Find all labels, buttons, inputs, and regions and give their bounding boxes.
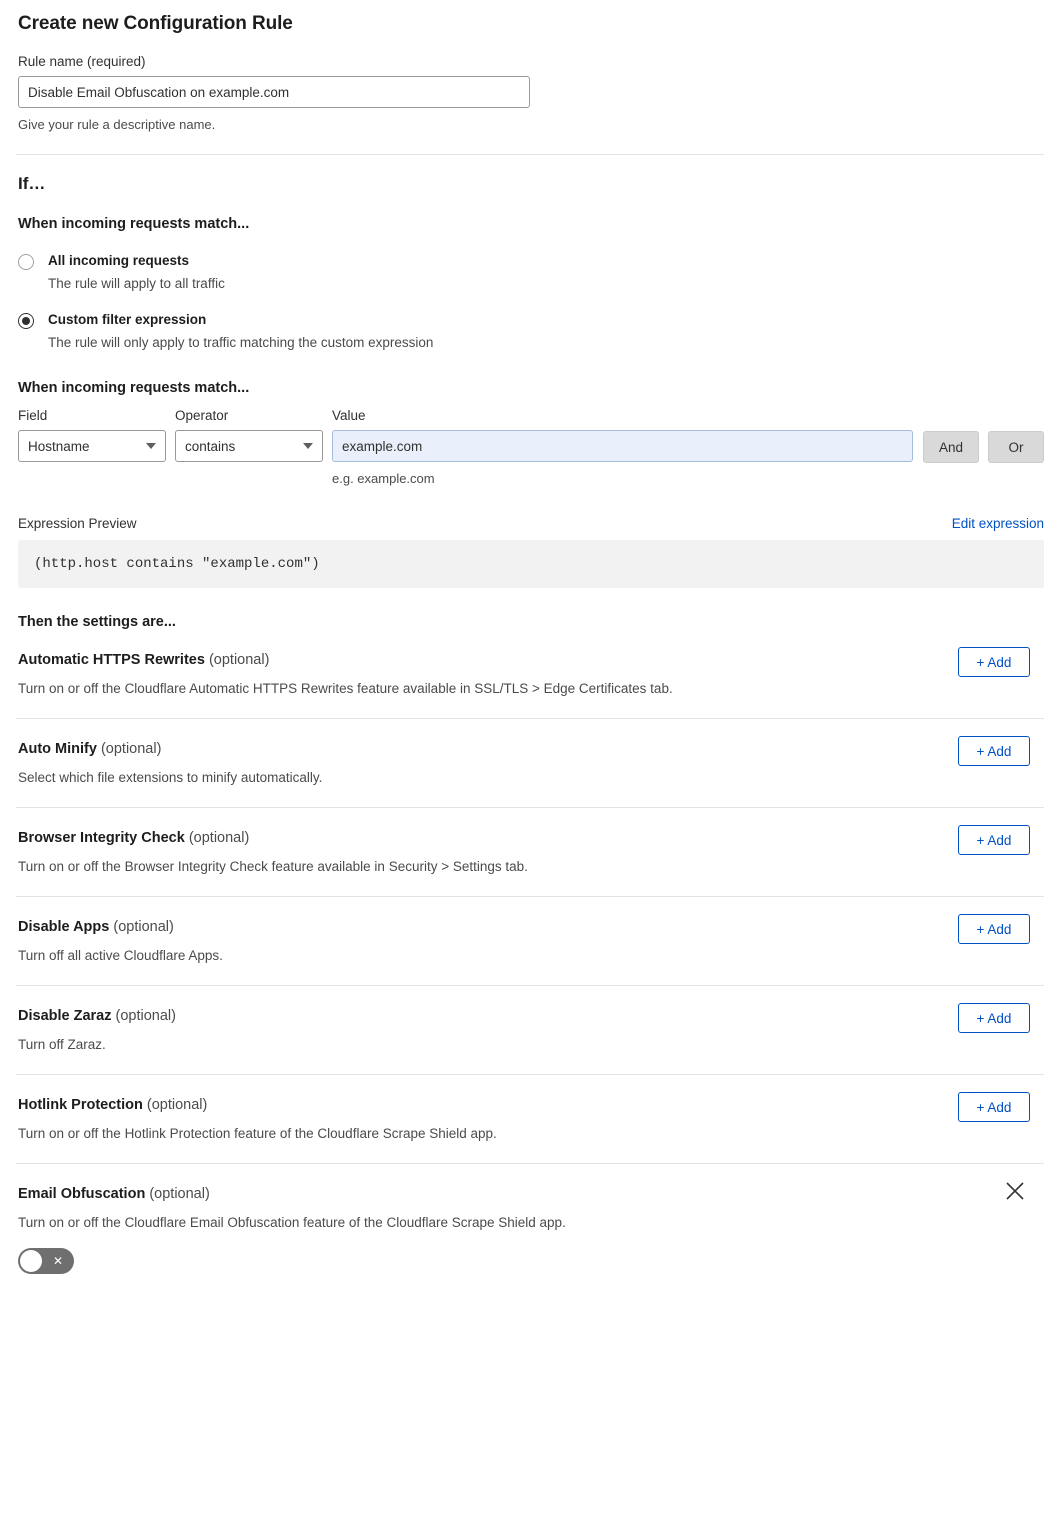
rule-name-label: Rule name (required) bbox=[18, 54, 146, 69]
edit-expression-link[interactable]: Edit expression bbox=[951, 516, 1044, 531]
radio-all-title: All incoming requests bbox=[48, 253, 190, 268]
setting-name: Disable Apps bbox=[18, 919, 110, 935]
and-or-buttons bbox=[923, 431, 1044, 463]
filter-heading: When incoming requests match... bbox=[18, 380, 250, 396]
add-button-hotlink-protection[interactable]: + Add bbox=[958, 1092, 1030, 1122]
value-hint: e.g. example.com bbox=[332, 471, 435, 486]
expression-preview-header bbox=[18, 516, 1044, 531]
value-column bbox=[332, 408, 913, 486]
setting-optional: (optional) bbox=[149, 1186, 210, 1202]
add-button-browser-integrity-check[interactable]: + Add bbox=[958, 825, 1030, 855]
or-button[interactable]: Or bbox=[988, 431, 1044, 463]
field-label: Field bbox=[18, 408, 48, 423]
setting-disable-apps bbox=[16, 896, 1044, 985]
close-icon[interactable] bbox=[1004, 1180, 1026, 1202]
setting-name: Email Obfuscation bbox=[18, 1186, 146, 1202]
radio-custom-title: Custom filter expression bbox=[48, 312, 207, 327]
if-section-heading: If… bbox=[18, 174, 46, 193]
value-input[interactable] bbox=[332, 430, 913, 462]
setting-browser-integrity-check bbox=[16, 807, 1044, 896]
field-column bbox=[18, 408, 166, 462]
setting-hotlink-protection bbox=[16, 1074, 1044, 1163]
email-obfuscation-toggle[interactable] bbox=[18, 1248, 74, 1274]
setting-desc: Select which file extensions to minify automatically. bbox=[18, 770, 323, 785]
setting-desc: Turn on or off the Cloudflare Automatic HTTPS Rewrites feature available in SSL/TLS > Edge Certificates tab. bbox=[18, 681, 673, 696]
setting-desc: Turn on or off the Browser Integrity Check feature available in Security > Settings tab. bbox=[18, 859, 528, 874]
setting-disable-zaraz bbox=[16, 985, 1044, 1074]
radio-all-desc: The rule will apply to all traffic bbox=[48, 276, 225, 291]
setting-name: Automatic HTTPS Rewrites bbox=[18, 652, 205, 668]
setting-desc: Turn on or off the Cloudflare Email Obfuscation feature of the Cloudflare Scrape Shield app. bbox=[18, 1215, 566, 1230]
then-settings-heading: Then the settings are... bbox=[18, 614, 176, 630]
setting-optional: (optional) bbox=[188, 830, 250, 846]
add-button-automatic-https-rewrites[interactable]: + Add bbox=[958, 647, 1030, 677]
setting-desc: Turn on or off the Hotlink Protection feature of the Cloudflare Scrape Shield app. bbox=[18, 1126, 497, 1141]
operator-column bbox=[175, 408, 323, 462]
add-button-auto-minify[interactable]: + Add bbox=[958, 736, 1030, 766]
setting-optional: (optional) bbox=[115, 1008, 176, 1024]
match-heading: When incoming requests match... bbox=[18, 216, 250, 232]
radio-icon-unselected[interactable] bbox=[18, 254, 34, 270]
setting-name: Auto Minify bbox=[18, 741, 97, 757]
setting-desc: Turn off all active Cloudflare Apps. bbox=[18, 948, 223, 963]
chevron-down-icon bbox=[303, 443, 313, 449]
setting-name: Browser Integrity Check bbox=[18, 830, 185, 846]
setting-auto-minify bbox=[16, 718, 1044, 807]
operator-label: Operator bbox=[175, 408, 229, 423]
setting-email-obfuscation bbox=[16, 1163, 1044, 1296]
expression-preview-label: Expression Preview bbox=[18, 516, 137, 531]
setting-automatic-https-rewrites bbox=[16, 630, 1044, 718]
toggle-off-icon: ✕ bbox=[52, 1254, 63, 1268]
add-button-disable-apps[interactable]: + Add bbox=[958, 914, 1030, 944]
rule-name-helper: Give your rule a descriptive name. bbox=[18, 117, 216, 132]
setting-name: Hotlink Protection bbox=[18, 1097, 143, 1113]
radio-all-incoming-requests[interactable] bbox=[18, 252, 1044, 291]
setting-optional: (optional) bbox=[146, 1097, 208, 1113]
value-label: Value bbox=[332, 408, 366, 423]
rule-name-input[interactable] bbox=[18, 76, 530, 108]
expression-preview-box: (http.host contains "example.com") bbox=[18, 540, 1044, 588]
setting-optional: (optional) bbox=[208, 652, 270, 668]
chevron-down-icon bbox=[146, 443, 156, 449]
radio-custom-filter-expression[interactable] bbox=[18, 311, 1044, 350]
toggle-knob bbox=[20, 1250, 42, 1272]
operator-select[interactable] bbox=[175, 430, 323, 462]
radio-icon-selected[interactable] bbox=[18, 313, 34, 329]
setting-desc: Turn off Zaraz. bbox=[18, 1037, 106, 1052]
field-select[interactable] bbox=[18, 430, 166, 462]
divider-top bbox=[16, 154, 1044, 155]
setting-optional: (optional) bbox=[113, 919, 174, 935]
and-button[interactable]: And bbox=[923, 431, 979, 463]
operator-select-value: contains bbox=[185, 438, 236, 454]
filter-row bbox=[18, 408, 1044, 486]
setting-optional: (optional) bbox=[100, 741, 162, 757]
radio-custom-desc: The rule will only apply to traffic matching the custom expression bbox=[48, 335, 434, 350]
setting-name: Disable Zaraz bbox=[18, 1008, 112, 1024]
page-title: Create new Configuration Rule bbox=[18, 13, 293, 34]
field-select-value: Hostname bbox=[28, 438, 90, 454]
add-button-disable-zaraz[interactable]: + Add bbox=[958, 1003, 1030, 1033]
